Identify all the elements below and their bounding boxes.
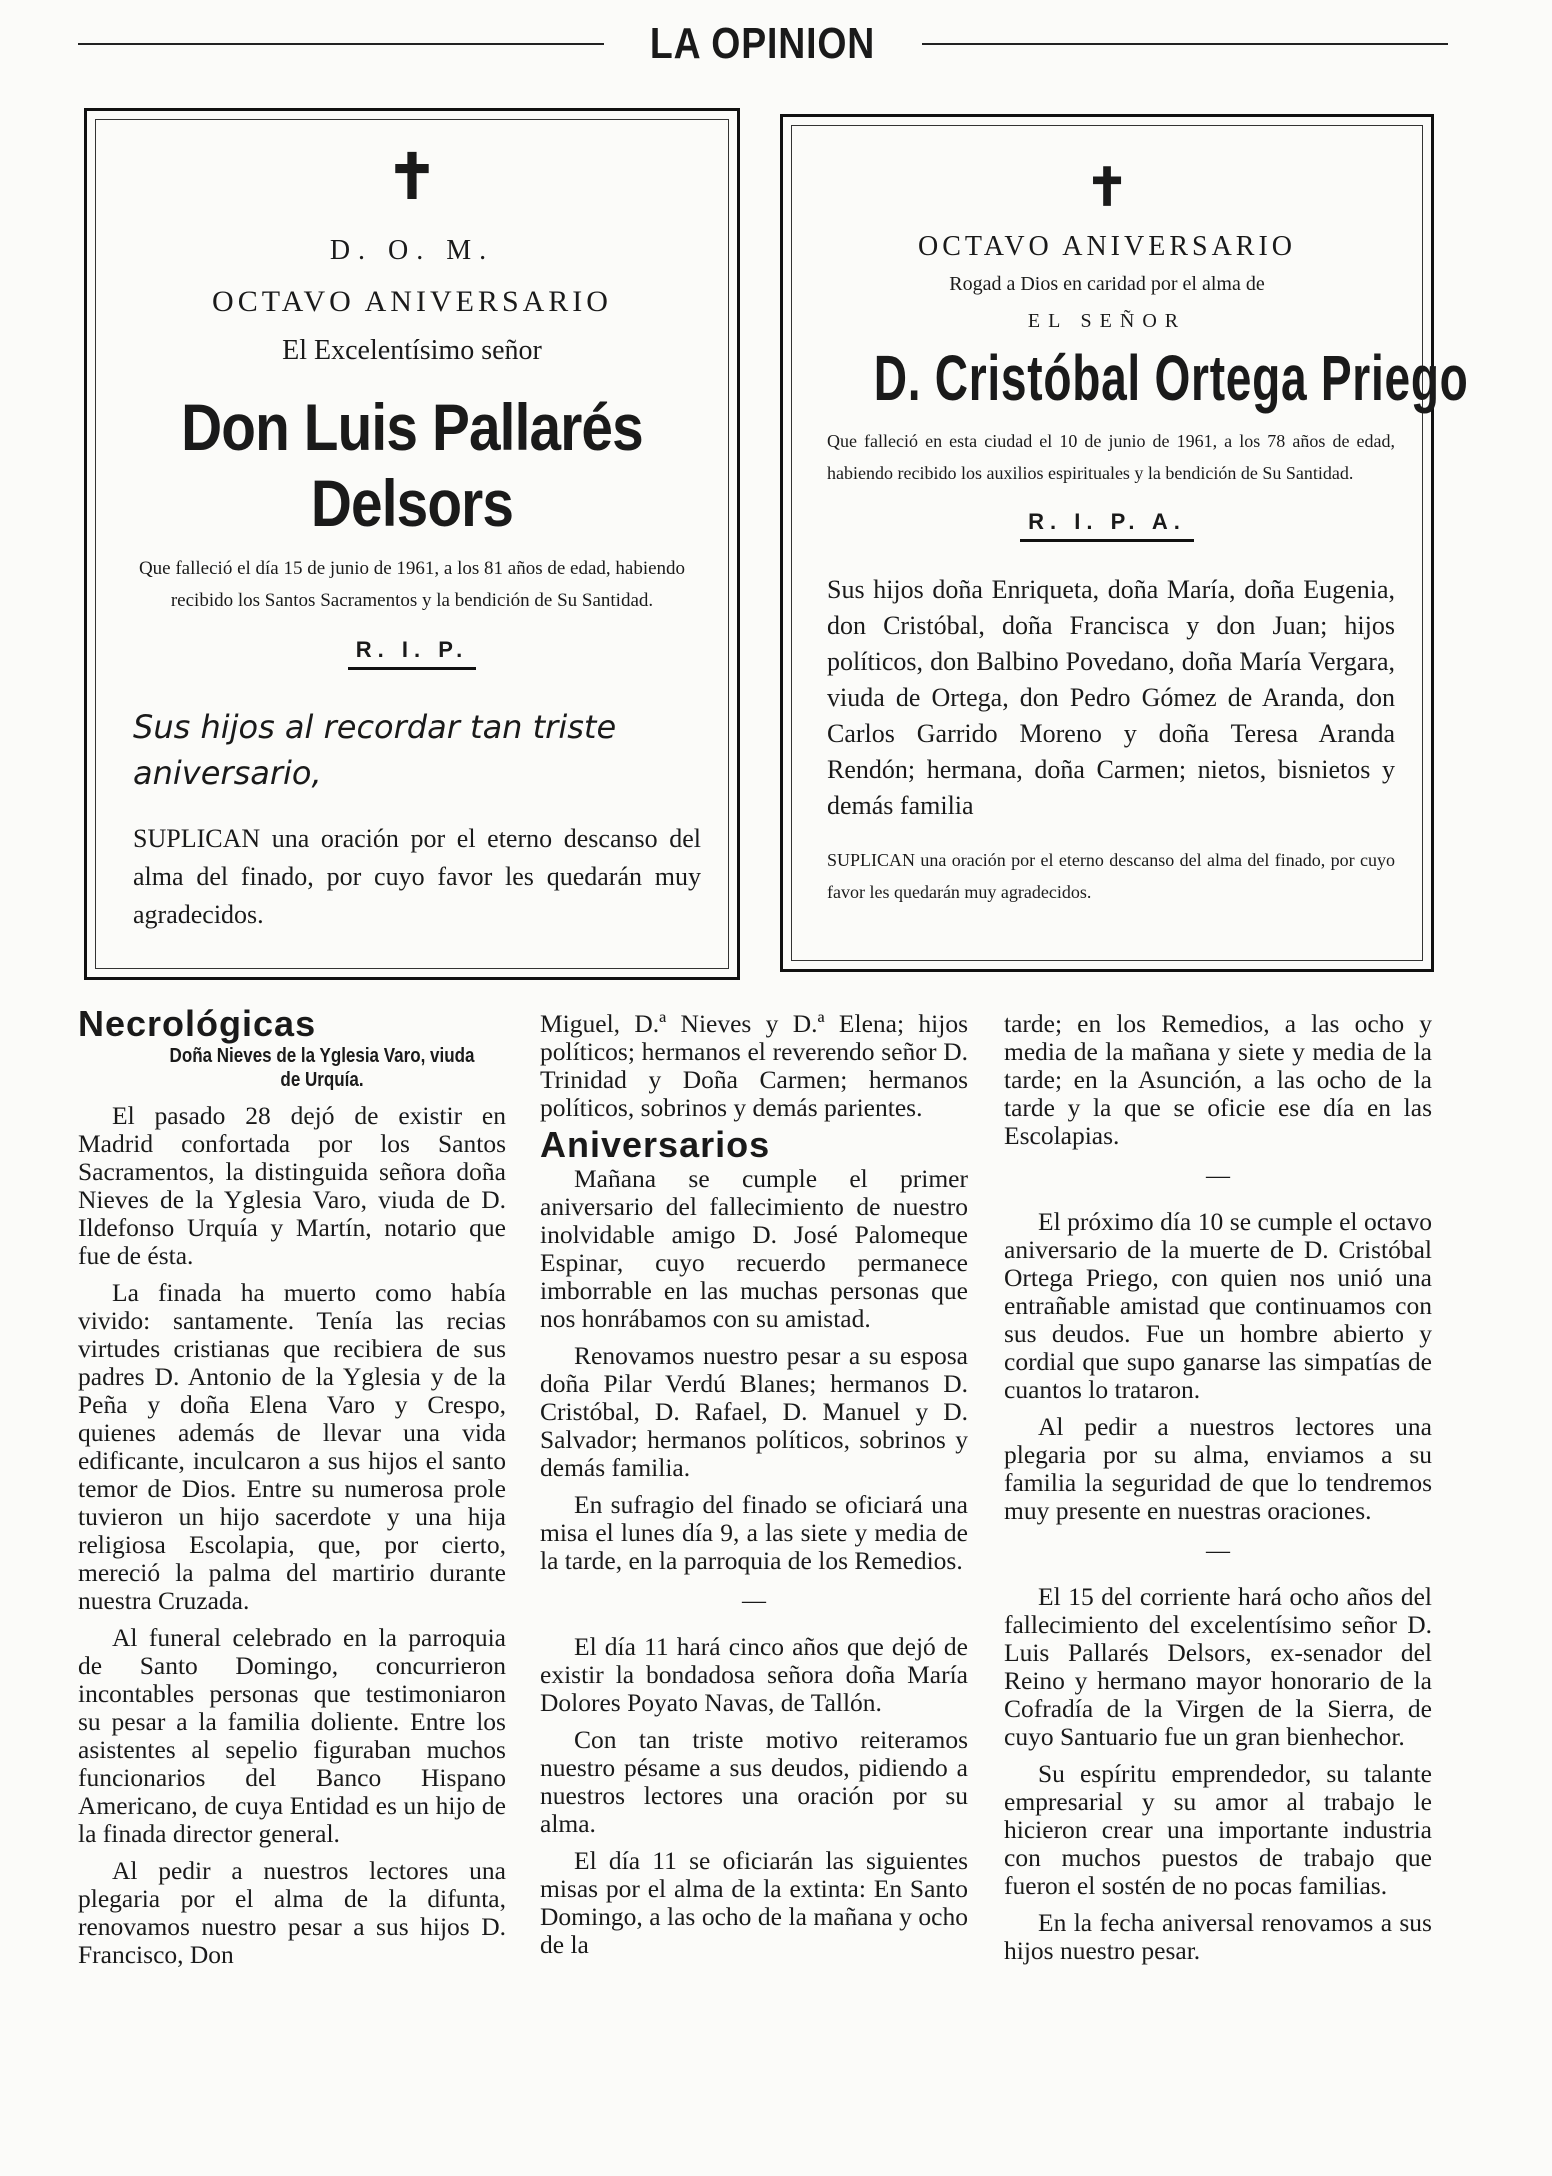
separator-dash: — xyxy=(1206,1538,1230,1564)
separator-dash: — xyxy=(1206,1163,1230,1189)
honorific: El Excelentísimo señor xyxy=(282,335,542,366)
paragraph: Al pedir a nuestros lectores una plegaria por el alma de la difunta, renovamos nuestro pesar a sus hijos D. Francisco, Don xyxy=(78,1856,506,1969)
paragraph: La finada ha muerto como había vivido: santamente. Tenía las recias virtudes cristianas que recibiera de sus padres D. Antonio de la Yglesia y de la Peña y doña Elena Varo y Crespo, quienes además de llevar una vida edificante, inculcaron a sus hijos el santo temor de Dios. Entre su numerosa prole tuvieron un hijo sacerdote y una hija religiosa Escolapia, que, por cierto, mereció la palma del martirio durante nuestra Cruzada. xyxy=(78,1278,506,1615)
paragraph: El 15 del corriente hará ocho años del fallecimiento del excelentísimo señor D. Luis Pallarés Delsors, ex-senador del Reino y hermano mayor honorario de la Cofradía de la Virgen de la Sierra, de cuyo Santuario fue un gran bienhechor. xyxy=(1004,1582,1432,1751)
octavo-aniversario-label: OCTAVO ANIVERSARIO xyxy=(212,285,612,318)
deceased-name: D. Cristóbal Ortega Priego xyxy=(873,342,1469,414)
separator-dash: — xyxy=(742,1588,766,1614)
paragraph: En la fecha aniversal renovamos a sus hijos nuestro pesar. xyxy=(1004,1908,1432,1965)
ripa-label: R. I. P. A. xyxy=(1020,509,1194,542)
dom-label: D. O. M. xyxy=(329,235,495,266)
suplican-text: SUPLICAN una oración por el eterno descanso del alma del finado, por cuyo favor les quedarán muy agradecidos. xyxy=(133,824,701,929)
paragraph: El próximo día 10 se cumple el octavo aniversario de la muerte de D. Cristóbal Ortega Priego, con quien nos unió una entrañable amistad que continuamos con sus deudos. Fue un hombre abierto y cordial que supo ganarse las simpatías de cuantos lo trataron. xyxy=(1004,1207,1432,1404)
page-header xyxy=(78,14,1448,74)
suplican-text: SUPLICAN una oración por el eterno descanso del alma del finado, por cuyo favor les quedarán muy agradecidos. xyxy=(827,850,1395,902)
paragraph: El pasado 28 dejó de existir en Madrid confortada por los Santos Sacramentos, la distinguida señora doña Nieves de la Yglesia Varo, viuda de D. Ildefonso Urquía y Martín, notario que fue de ésta. xyxy=(78,1101,506,1270)
paragraph: Renovamos nuestro pesar a su esposa doña Pilar Verdú Blanes; hermanos D. Cristóbal, D. Rafael, D. Manuel y D. Salvador; hermanos políticos, sobrinos y demás familia. xyxy=(540,1341,968,1482)
newspaper-title: LA OPINION xyxy=(650,19,876,68)
paragraph: Mañana se cumple el primer aniversario del fallecimiento de nuestro inolvidable amigo D. José Palomeque Espinar, cuyo recuerdo permanece imborrable en las muchas personas que nos honrábamos con su amistad. xyxy=(540,1164,968,1333)
column-1 xyxy=(78,1003,506,1978)
paragraph: El día 11 hará cinco años que dejó de existir la bondadosa señora doña María Dolores Poyato Navas, de Tallón. xyxy=(540,1632,968,1717)
deceased-name: Don Luis Pallarés Delsors xyxy=(181,390,643,540)
section-heading-aniversarios: Aniversarios xyxy=(540,1124,771,1165)
column-2 xyxy=(540,1010,968,1968)
octavo-aniversario-label: OCTAVO ANIVERSARIO xyxy=(917,231,1297,262)
family-list: Sus hijos doña Enriqueta, doña María, doña Eugenia, don Cristóbal, doña Francisca y don Juan; hijos políticos, don Balbino Povedano, doña María Vergara, viuda de Ortega, don Pedro Gómez de Aranda, don Carlos Garrido Moreno y doña Teresa Aranda Rendón; hermana, doña Carmen; nietos, bisnietos y demás familia xyxy=(827,575,1395,820)
paragraph: Su espíritu emprendedor, su talante empresarial y su amor al trabajo le hicieron crear una importante industria con muchos puestos de trabajo que fueron el sostén de no pocas familias. xyxy=(1004,1759,1432,1900)
header-rule-right xyxy=(922,43,1448,45)
rogad-text: Rogad a Dios en caridad por el alma de xyxy=(949,273,1265,295)
death-details: Que falleció el día 15 de junio de 1961, a los 81 años de edad, habiendo recibido los Santos Sacramentos y la bendición de Su Santidad. xyxy=(138,558,686,611)
obituary-notice-pallares xyxy=(84,108,740,980)
article-subhead: Doña Nieves de la Yglesia Varo, viuda de Urquía. xyxy=(169,1045,475,1091)
notice-inner-border xyxy=(791,125,1469,961)
el-senor-label: EL SEÑOR xyxy=(1027,310,1187,332)
death-details: Que falleció en esta ciudad el 10 de junio de 1961, a los 78 años de edad, habiendo recibido los auxilios espirituales y la bendición de Su Santidad. xyxy=(827,431,1395,483)
paragraph: Al pedir a nuestros lectores una plegaria por su alma, enviamos a su familia la seguridad de que lo tendremos muy presente en nuestras oraciones. xyxy=(1004,1412,1432,1525)
italic-dedication: Sus hijos al recordar tan triste aniversario, xyxy=(133,708,617,792)
paragraph: Con tan triste motivo reiteramos nuestro pésame a sus deudos, pidiendo a nuestros lectores una oración por su alma. xyxy=(540,1725,968,1838)
section-heading-necrologicas: Necrológicas xyxy=(78,1003,317,1044)
paragraph: El día 11 se oficiarán las siguientes misas por el alma de la extinta: En Santo Domingo, a las ocho de la mañana y ocho de la xyxy=(540,1846,968,1959)
paragraph: Al funeral celebrado en la parroquia de Santo Domingo, concurrieron incontables personas que testimoniaron su pesar a la familia doliente. Entre los asistentes al sepelio figuraban muchos funcionarios del Banco Hispano Americano, de cuya Entidad es un hijo de la finada director general. xyxy=(78,1623,506,1848)
header-rule-left xyxy=(78,43,604,45)
notice-inner-border xyxy=(95,119,729,969)
paragraph: En sufragio del finado se oficiará una misa el lunes día 9, a las siete y media de la tarde, en la parroquia de los Remedios. xyxy=(540,1490,968,1575)
obituary-notice-ortega xyxy=(780,114,1469,972)
rip-label: R. I. P. xyxy=(348,637,476,670)
column-3 xyxy=(1004,1010,1432,1974)
cross-icon: ✝ xyxy=(1085,160,1129,217)
cross-icon: ✝ xyxy=(386,144,438,212)
paragraph: Miguel, D.ª Nieves y D.ª Elena; hijos políticos; hermanos el reverendo señor D. Trinidad y Doña Carmen; hermanos políticos, sobrinos y demás parientes. xyxy=(540,1009,968,1122)
paragraph: tarde; en los Remedios, a las ocho y media de la mañana y siete y media de la tarde; en la Asunción, a las ocho de la tarde y la que se oficie ese día en las Escolapias. xyxy=(1004,1009,1432,1150)
